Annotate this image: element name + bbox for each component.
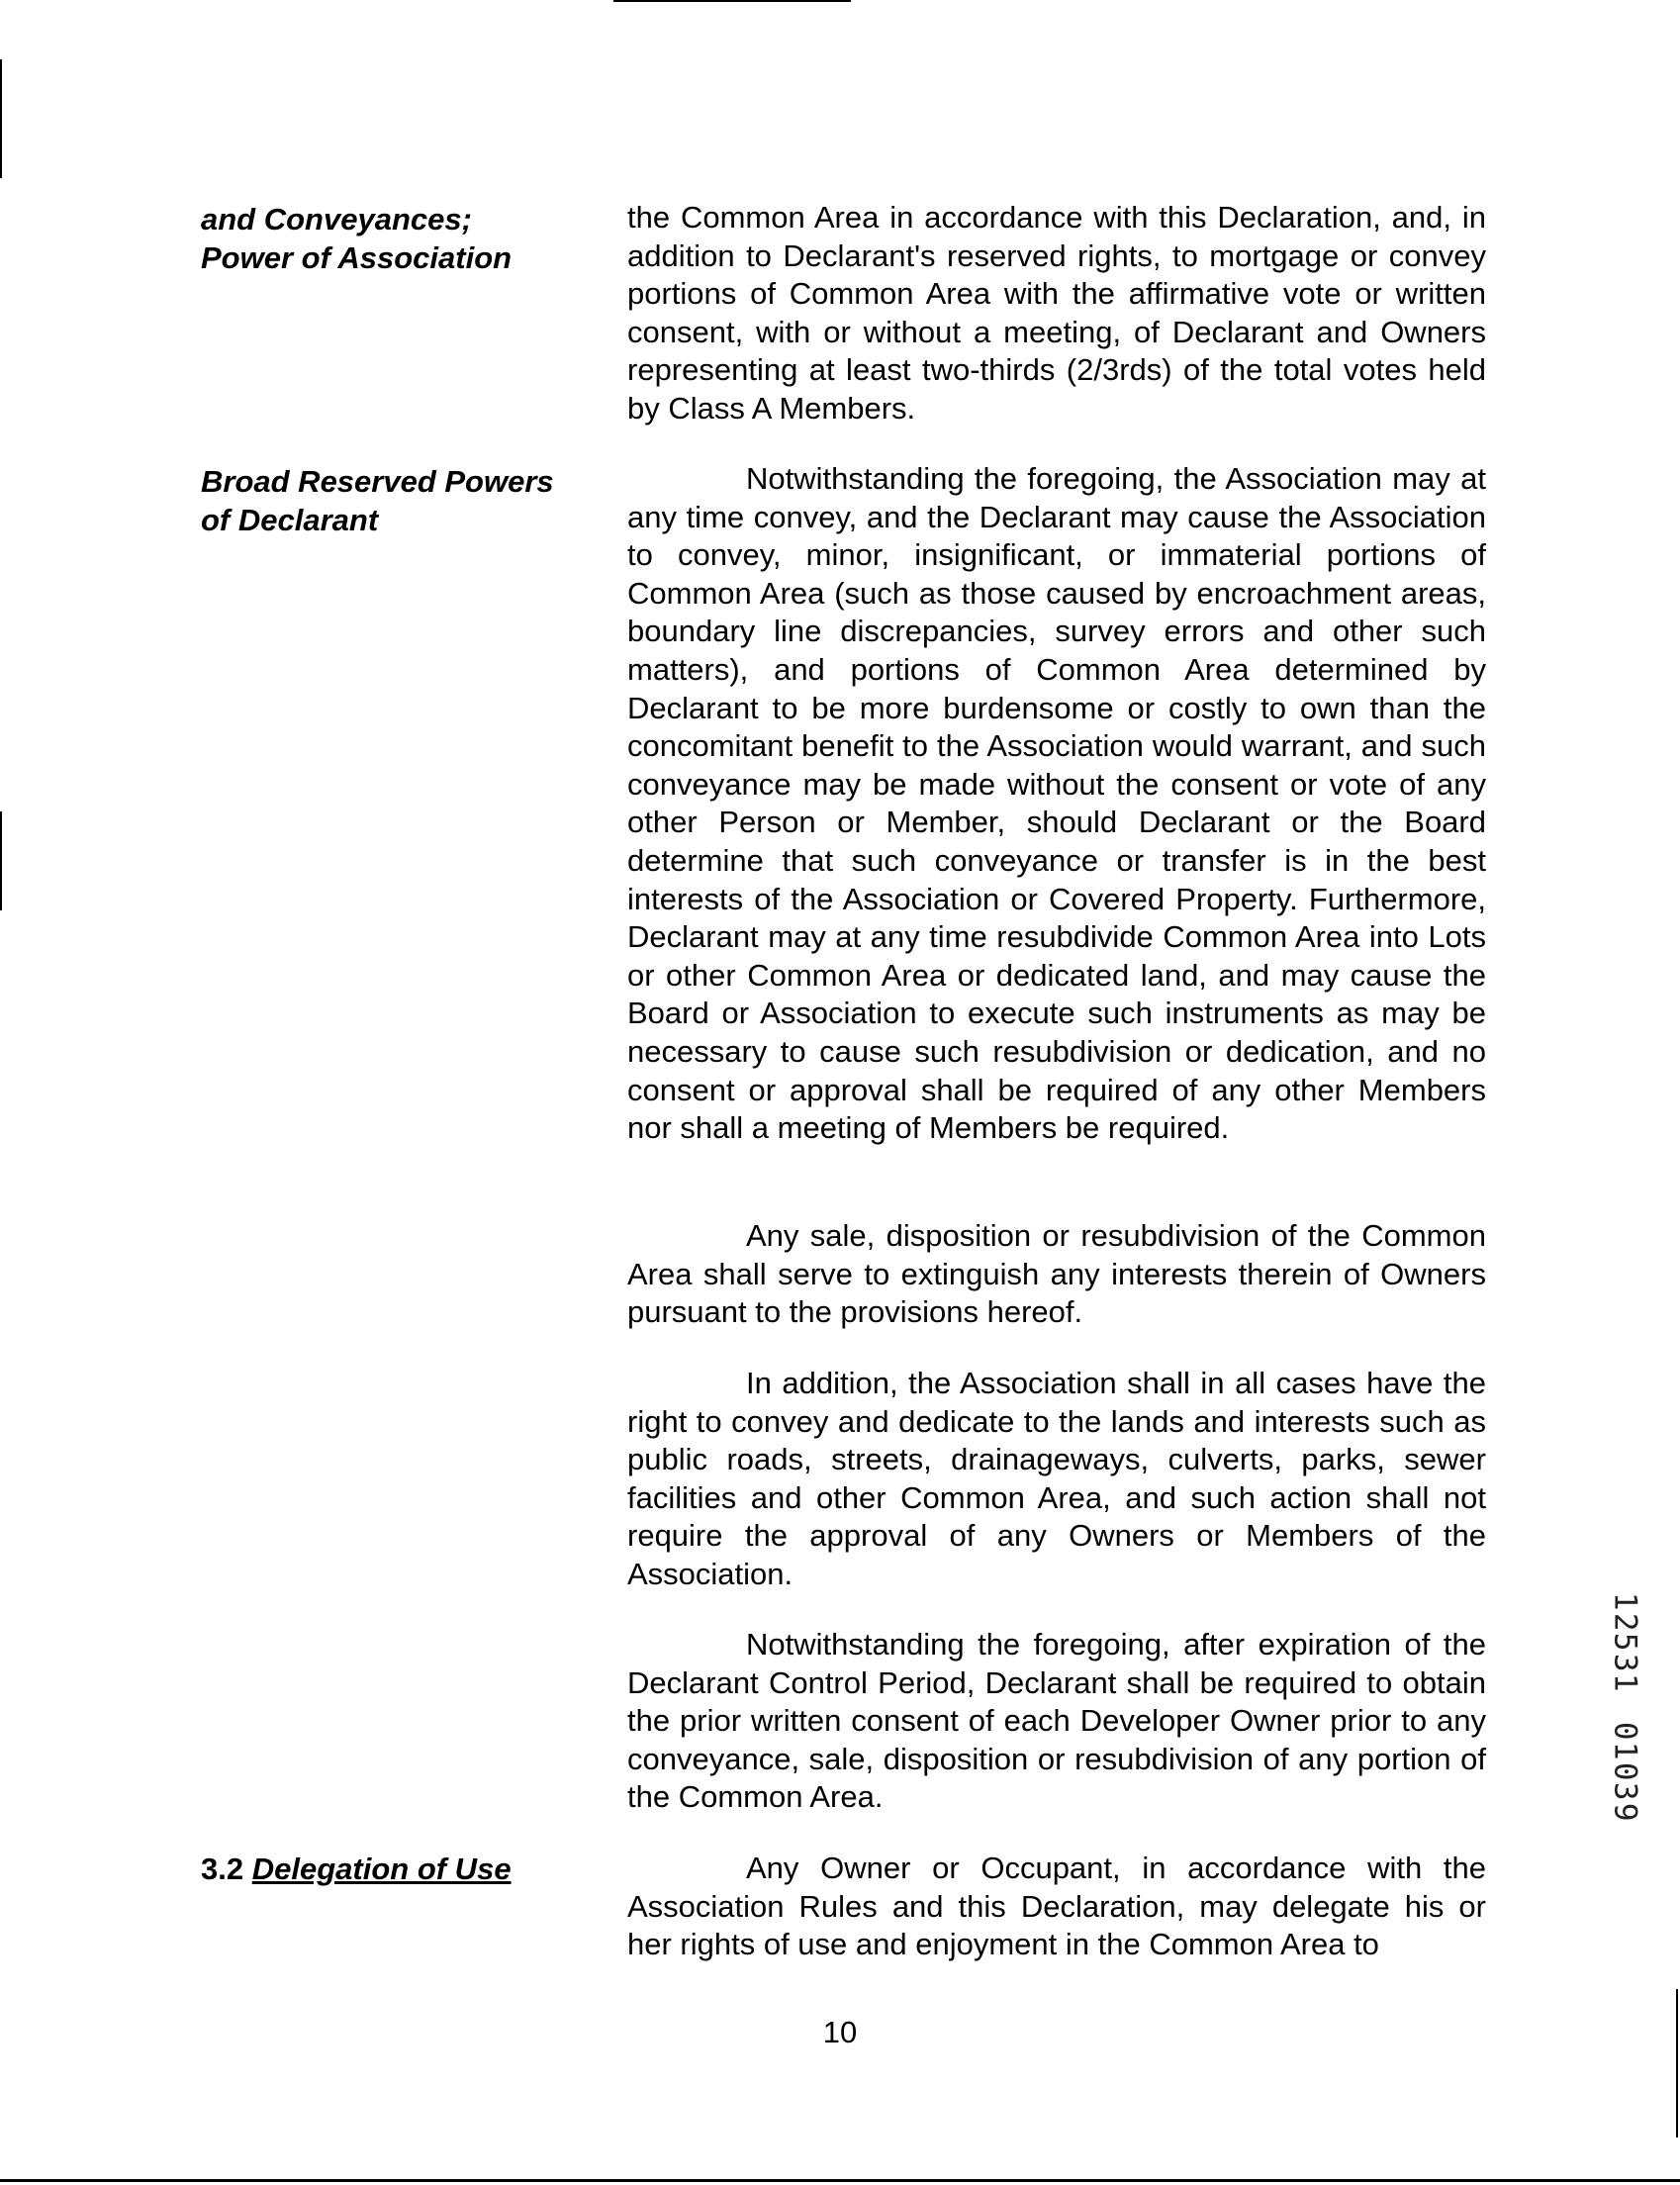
- stamp-digit: 0: [1607, 1721, 1643, 1741]
- paragraph-reserved-powers: Notwithstanding the foregoing, the Association may at any time convey, and the Declarant may cause the Association to convey, minor, insignificant, or immaterial portions of Common Area (such as those caused by encroachment areas, boundary line discrepancies, survey errors and other such matters), and portions of Common Area determined by Declarant to be more burdensome or costly to own than the concomitant benefit to the Association would warrant, and such conveyance may be made without the consent or vote of any other Person or Member, should Declarant or the Board determine that such conveyance or transfer is in the best interests of the Association or Covered Property. Furthermore, Declarant may at any time resubdivide Common Area into Lots or other Common Area or dedicated land, and may cause the Board or Association to execute such instruments as may be necessary to cause such resubdivision or dedication, and no consent or approval shall be required of any other Members nor shall a meeting of Members be required.: [627, 461, 1486, 1146]
- side-recording-stamp: [1605, 1591, 1644, 1822]
- scan-bottom-rule: [0, 2179, 1680, 2182]
- stamp-digit: 1: [1607, 1741, 1643, 1760]
- paragraph-common-area-mortgage: the Common Area in accordance with this Declaration, and, in addition to Declarant's reserved rights, to mortgage or convey portions of Common Area with the affirmative vote or written consent, with or without a meeting, of Declarant and Owners representing at least two-thirds (2/3rds) of the total votes held by Class A Members.: [627, 200, 1486, 426]
- section-heading-delegation-of-use: [201, 1850, 512, 1888]
- margin-heading-line: and Conveyances;: [201, 202, 472, 237]
- scan-right-edge-mark: [1676, 1989, 1678, 2138]
- scan-left-edge-mark: [0, 59, 2, 178]
- stamp-digit: 9: [1607, 1802, 1643, 1822]
- stamp-digit: 2: [1607, 1612, 1643, 1632]
- stamp-digit: 0: [1607, 1761, 1643, 1781]
- stamp-digit: 1: [1607, 1672, 1643, 1692]
- paragraph-sale-disposition: Any sale, disposition or resubdivision of the Common Area shall serve to extinguish any interests therein of Owners pursuant to the provisions hereof.: [627, 1218, 1486, 1330]
- scan-left-edge-mark: [0, 811, 2, 910]
- stamp-digit: 1: [1607, 1591, 1643, 1611]
- stamp-digit: 3: [1607, 1781, 1643, 1801]
- margin-heading-reserved-powers: [201, 462, 554, 539]
- section-number: 3.2: [201, 1852, 244, 1886]
- paragraph-convey-dedicate: In addition, the Association shall in all cases have the right to convey and dedicate to the lands and interests such as public roads, streets, drainageways, culverts, parks, sewer facilities and other Common Area, and such action shall not require the approval of any Owners or Members of the Association.: [627, 1366, 1486, 1591]
- paragraph-developer-consent: Notwithstanding the foregoing, after expiration of the Declarant Control Period, Declarant shall be required to obtain the prior written consent of each Developer Owner prior to any conveyance, sale, disposition or resubdivision of any portion of the Common Area.: [627, 1627, 1486, 1815]
- paragraph-delegation-of-use: Any Owner or Occupant, in accordance with the Association Rules and this Declaration, may delegate his or her rights of use and enjoyment in the Common Area to: [627, 1851, 1486, 1962]
- margin-heading-line: Power of Association: [201, 240, 513, 275]
- section-title: Delegation of Use: [251, 1852, 512, 1886]
- stamp-digit: 3: [1607, 1653, 1643, 1672]
- margin-heading-line: of Declarant: [201, 503, 379, 537]
- page-number: 10: [822, 2015, 858, 2049]
- stamp-digit: 5: [1607, 1632, 1643, 1652]
- margin-heading-line: Broad Reserved Powers: [201, 464, 554, 499]
- scan-top-mark: [613, 0, 851, 2]
- margin-heading-conveyances: [201, 200, 512, 277]
